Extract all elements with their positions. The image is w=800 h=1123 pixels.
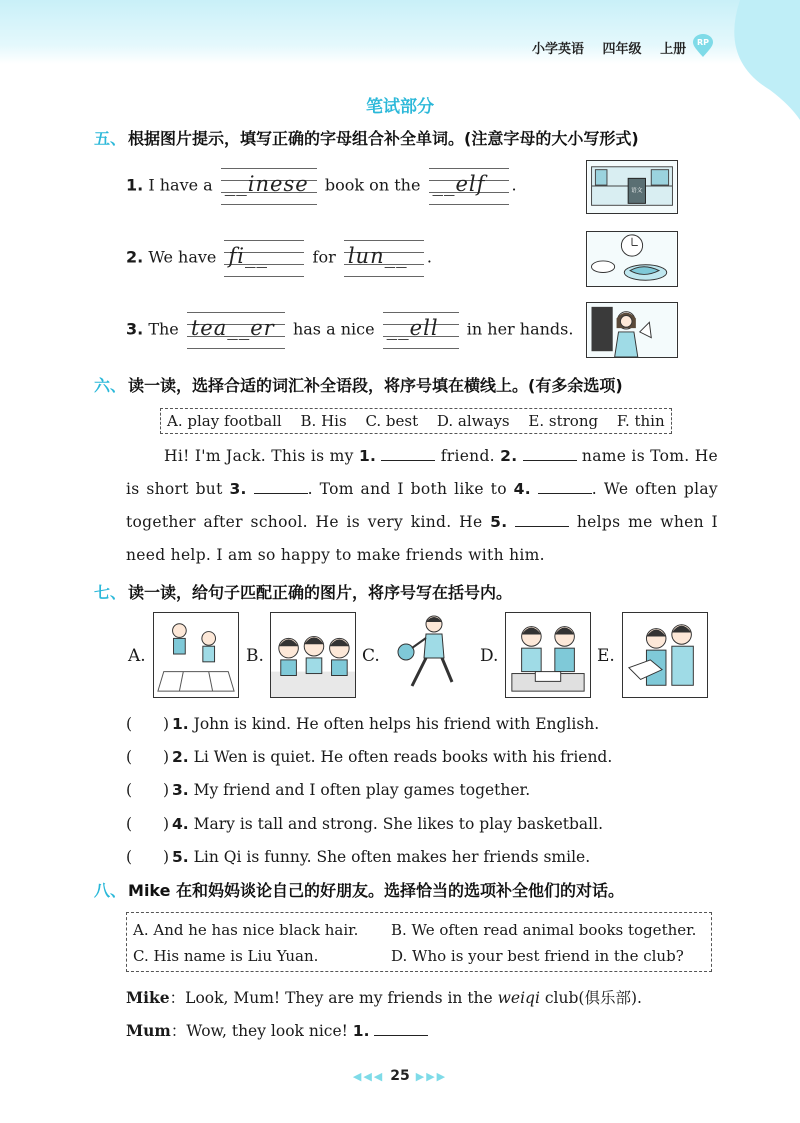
answer-parentheses[interactable]: ( ) <box>126 748 170 766</box>
option: A. And he has nice black hair. <box>133 921 359 939</box>
blank-number: 2. <box>500 447 518 465</box>
teacher-picture <box>586 302 678 358</box>
sentence-number: 1. <box>172 715 189 733</box>
passage-text: helps me when I need help. I am so happy to make friends with him. <box>126 513 718 564</box>
handwriting-word: lun__ <box>347 244 408 268</box>
colon: ： <box>170 1022 187 1040</box>
section-title: 笔试部分 <box>366 97 434 117</box>
lunch-clock-picture <box>586 231 678 287</box>
answer-blank[interactable] <box>254 480 308 494</box>
answer-blank[interactable] <box>523 447 577 461</box>
four-line-blank[interactable] <box>187 310 285 350</box>
four-line-blank[interactable] <box>221 166 317 206</box>
item-text: has a nice <box>292 319 375 339</box>
badge-icon <box>692 34 714 58</box>
header-term: 上册 <box>660 42 687 57</box>
four-line-blank[interactable] <box>429 166 509 206</box>
page-footer <box>0 1068 800 1084</box>
sentence-number: 2. <box>172 748 189 766</box>
picture-label-a: A. <box>128 646 146 666</box>
sentence-text: John is kind. He often helps his friend with English. <box>193 715 600 733</box>
speaker-name: Mike <box>126 988 170 1007</box>
book-label: 语文 <box>631 187 643 194</box>
answer-parentheses[interactable]: ( ) <box>126 815 170 833</box>
q5-item-1 <box>126 166 517 206</box>
handwriting-word: __elf <box>432 172 486 196</box>
q5-heading <box>94 126 639 149</box>
q6-number: 六、 <box>94 376 127 395</box>
q5-title: 根据图片提示，填写正确的字母组合补全单词。(注意字母的大小写形式) <box>128 129 639 148</box>
option: E. strong <box>528 412 599 430</box>
left-arrows-icon: ◀◀◀ <box>352 1070 385 1083</box>
blank-number: 3. <box>229 480 247 498</box>
option: B. We often read animal books together. <box>391 921 697 939</box>
passage-text: Hi! I'm Jack. This is my <box>164 447 359 465</box>
sentence-text: Lin Qi is funny. She often makes her friends smile. <box>193 848 591 866</box>
four-line-blank[interactable] <box>344 238 424 278</box>
sentence-text: Mary is tall and strong. She likes to play basketball. <box>193 815 604 833</box>
q7-sentence-5 <box>126 845 590 867</box>
picture-label-e: E. <box>597 646 615 666</box>
option: A. play football <box>167 412 282 430</box>
sentence-text: My friend and I often play games together. <box>193 781 531 799</box>
dialogue-line-1 <box>126 986 642 1008</box>
answer-parentheses[interactable]: ( ) <box>126 848 170 866</box>
option: C. best <box>365 412 419 430</box>
item-text: . <box>511 175 517 195</box>
answer-parentheses[interactable]: ( ) <box>126 781 170 799</box>
option: C. His name is Liu Yuan. <box>133 947 319 965</box>
handwriting-word: __ell <box>386 316 439 340</box>
item-number: 2. <box>126 247 144 267</box>
dialogue-text: club(俱乐部). <box>539 989 642 1007</box>
four-line-blank[interactable] <box>383 310 459 350</box>
blank-number: 1. <box>352 1022 370 1040</box>
passage-text: . Tom and I both like to <box>307 480 514 498</box>
q7-number: 七、 <box>94 583 127 602</box>
q6-options-box <box>160 408 672 434</box>
picture-label-d: D. <box>480 646 499 666</box>
answer-blank[interactable] <box>538 480 592 494</box>
q6-title: 读一读，选择合适的词汇补全语段，将序号填在横线上。(有多余选项) <box>128 376 623 395</box>
item-text: book on the <box>324 175 421 195</box>
q8-title: Mike 在和妈妈谈论自己的好朋友。选择恰当的选项补全他们的对话。 <box>128 881 625 900</box>
q8-number: 八、 <box>94 881 127 900</box>
answer-blank[interactable] <box>515 513 569 527</box>
picture-d-helping-english <box>505 612 591 698</box>
option: B. His <box>300 412 347 430</box>
picture-label-b: B. <box>246 646 264 666</box>
blank-number: 4. <box>513 480 531 498</box>
item-text: The <box>148 319 179 339</box>
passage-text: . We often play together after school. He is very kind. He <box>126 480 718 531</box>
picture-c-basketball <box>386 612 472 698</box>
item-text: We have <box>148 247 217 267</box>
answer-blank[interactable] <box>374 1022 428 1036</box>
handwriting-word: fi__ <box>228 244 268 268</box>
answer-parentheses[interactable]: ( ) <box>126 715 170 733</box>
sentence-number: 4. <box>172 815 189 833</box>
item-text: . <box>426 247 432 267</box>
sentence-text: Li Wen is quiet. He often reads books with his friend. <box>193 748 613 766</box>
passage-text: friend. <box>435 447 501 465</box>
item-number: 3. <box>126 319 144 339</box>
dialogue-line-2 <box>126 1019 428 1041</box>
speaker-name: Mum <box>126 1021 171 1040</box>
q7-sentence-1 <box>126 712 599 734</box>
passage-text: name is Tom. He is short but <box>126 447 718 498</box>
colon: ： <box>169 989 186 1007</box>
option: F. thin <box>616 412 665 430</box>
q7-sentence-3 <box>126 778 530 800</box>
q8-options-box <box>126 912 712 972</box>
sentence-number: 3. <box>172 781 189 799</box>
badge-text: RP <box>696 38 710 47</box>
item-number: 1. <box>126 175 144 195</box>
q5-number: 五、 <box>94 129 127 148</box>
dialogue-italic: weiqi <box>497 989 540 1007</box>
right-arrows-icon: ▶▶▶ <box>415 1070 448 1083</box>
header-subject: 小学英语 <box>532 42 585 57</box>
sentence-number: 5. <box>172 848 189 866</box>
four-line-blank[interactable] <box>224 238 304 278</box>
dialogue-text: Wow, they look nice! <box>186 1022 353 1040</box>
q7-sentence-2 <box>126 745 612 767</box>
item-text: in her hands. <box>466 319 574 339</box>
q5-item-3 <box>126 310 573 350</box>
option: D. Who is your best friend in the club? <box>391 947 684 965</box>
q8-heading <box>94 878 624 901</box>
q5-item-2 <box>126 238 432 278</box>
q6-passage <box>126 440 718 572</box>
header-info <box>532 38 700 57</box>
q6-heading <box>94 373 623 396</box>
blank-number: 1. <box>358 447 377 465</box>
item-text: for <box>312 247 336 267</box>
dialogue-text: Look, Mum! They are my friends in the <box>185 989 498 1007</box>
handwriting-word: tea__er <box>190 316 275 340</box>
item-text: I have a <box>148 175 213 195</box>
page-number: 25 <box>390 1068 410 1084</box>
option: D. always <box>436 412 510 430</box>
bookshelf-picture <box>586 160 678 214</box>
header-grade: 四年级 <box>602 42 642 57</box>
picture-a-hopscotch <box>153 612 239 698</box>
q7-sentence-4 <box>126 812 603 834</box>
q7-heading <box>94 580 512 603</box>
picture-e-reading-books <box>622 612 708 698</box>
picture-label-c: C. <box>362 646 380 666</box>
blank-number: 5. <box>490 513 508 531</box>
handwriting-word: __inese <box>224 172 309 196</box>
picture-b-friends-laughing <box>270 612 356 698</box>
answer-blank[interactable] <box>381 447 435 461</box>
q7-title: 读一读，给句子匹配正确的图片，将序号写在括号内。 <box>128 583 513 602</box>
